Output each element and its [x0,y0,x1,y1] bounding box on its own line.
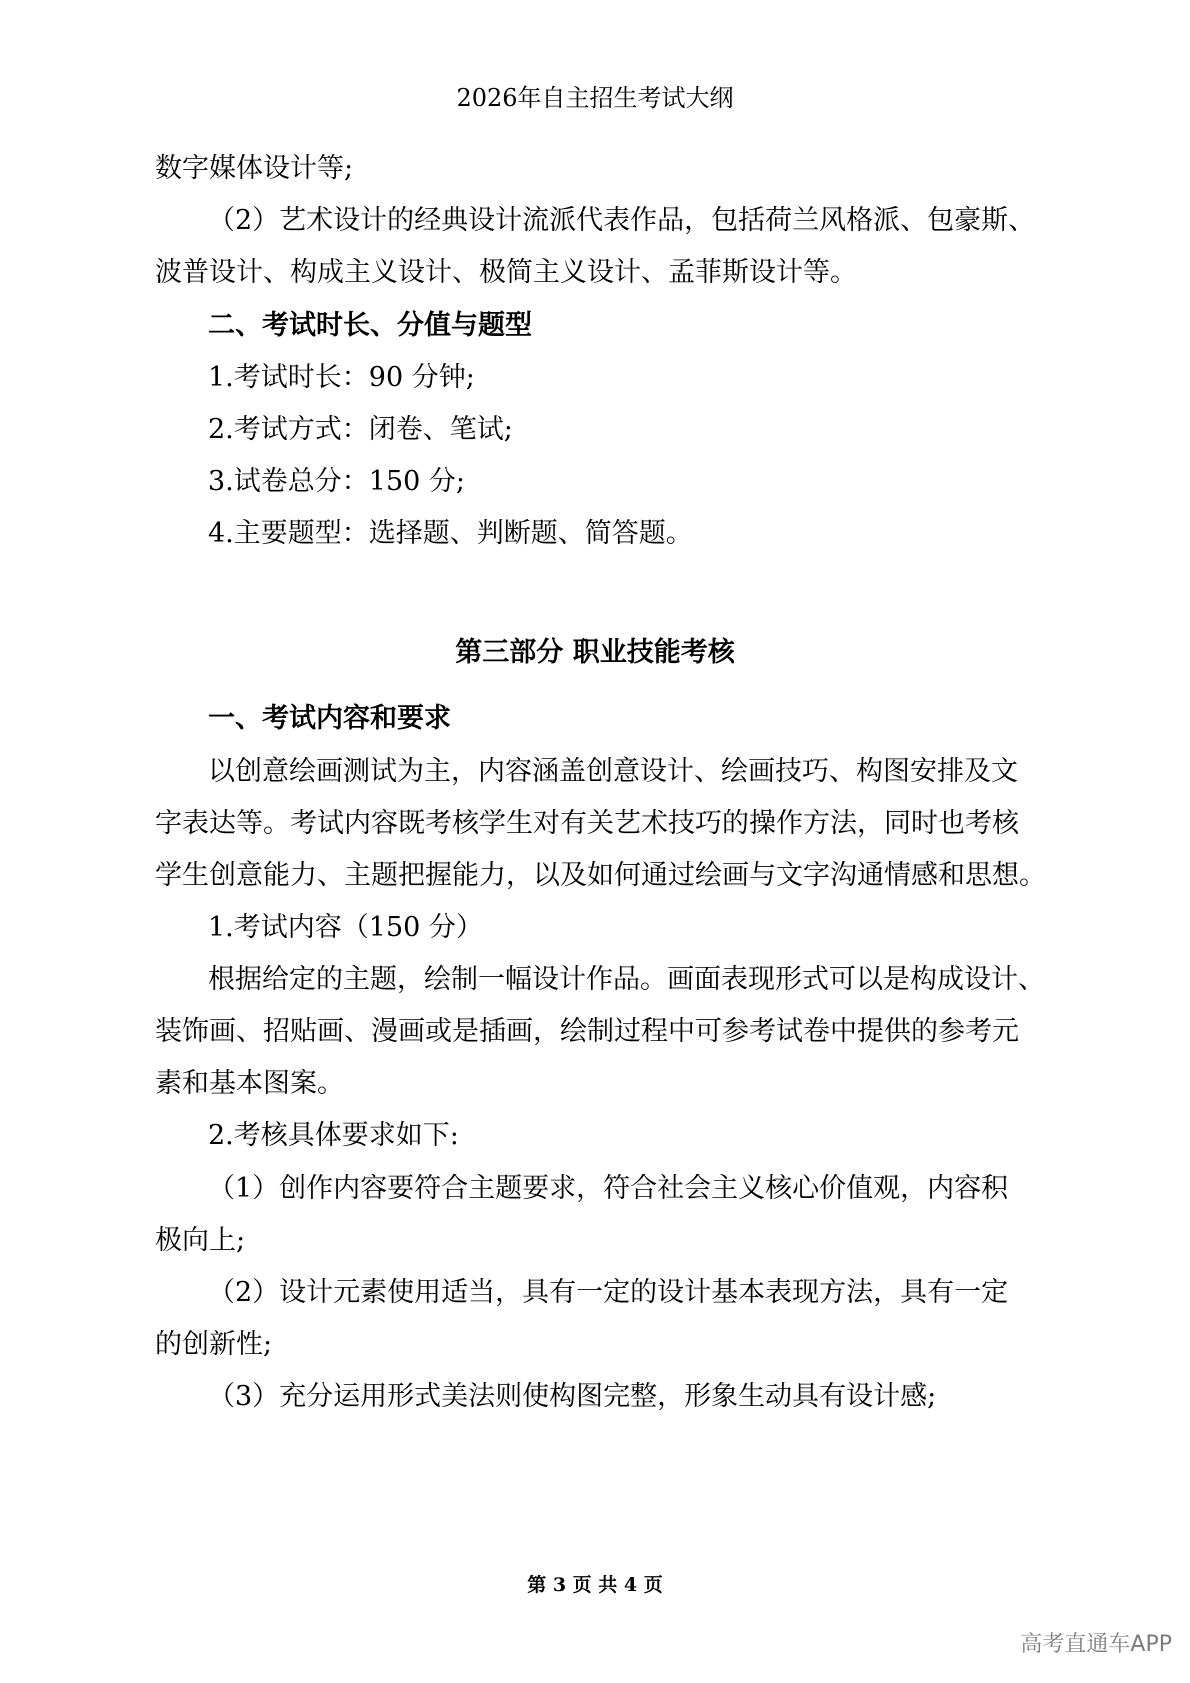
body-line: 学生创意能力、主题把握能力，以及如何通过绘画与文字沟通情感和思想。 [155,860,1046,891]
list-item: 2.考试方式：闭卷、笔试; [208,414,513,445]
body-line: 根据给定的主题，绘制一幅设计作品。画面表现形式可以是构成设计、 [208,964,1045,995]
list-item: 4.主要题型：选择题、判断题、简答题。 [208,518,693,549]
list-item: 3.试卷总分：150 分; [208,466,465,497]
watermark-text: 高考直通车APP [1020,1632,1172,1657]
body-line: （2）设计元素使用适当，具有一定的设计基本表现方法，具有一定 [208,1277,1009,1308]
body-line: 极向上; [155,1225,246,1256]
sub-heading: 2.考核具体要求如下: [208,1120,459,1151]
page-number: 第 3 页 共 4 页 [527,1574,663,1596]
section-heading: 一、考试内容和要求 [208,703,451,734]
body-line: 装饰画、招贴画、漫画或是插画，绘制过程中可参考试卷中提供的参考元 [155,1016,1019,1047]
body-line: 的创新性; [155,1329,273,1360]
body-line: （2）艺术设计的经典设计流派代表作品，包括荷兰风格派、包豪斯、 [208,205,1036,236]
body-line: 波普设计、构成主义设计、极简主义设计、孟菲斯设计等。 [155,257,857,288]
part-title: 第三部分 职业技能考核 [455,637,735,668]
sub-heading: 1.考试内容（150 分） [208,912,483,943]
body-line: 素和基本图案。 [155,1068,344,1099]
page-header-title: 2026年自主招生考试大纲 [456,84,734,112]
list-item: 1.考试时长：90 分钟; [208,362,475,393]
body-line: （1）创作内容要符合主题要求，符合社会主义核心价值观，内容积 [208,1173,1009,1204]
section-heading: 二、考试时长、分值与题型 [208,310,532,341]
body-line: 以创意绘画测试为主，内容涵盖创意设计、绘画技巧、构图安排及文 [208,756,1018,787]
body-line: 数字媒体设计等; [155,153,354,184]
body-line: 字表达等。考试内容既考核学生对有关艺术技巧的操作方法，同时也考核 [155,808,1019,839]
body-line: （3）充分运用形式美法则使构图完整，形象生动具有设计感; [208,1381,937,1412]
